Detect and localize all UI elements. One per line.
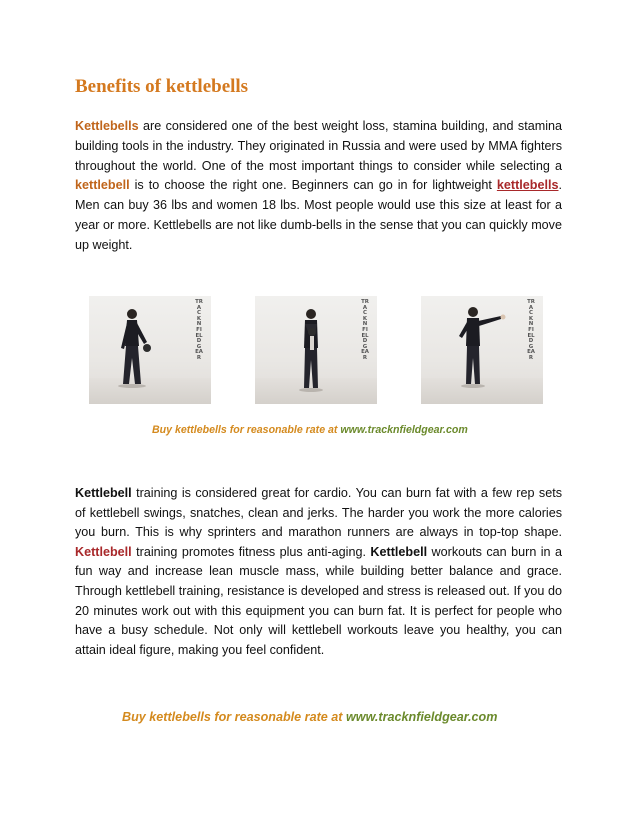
paragraph-text: training is considered great for cardio. You can burn fat with a few rep sets of kettlebell swings, snatches, clean and jerks. The harder you work the more calories you burn. This is why sprinters and marathon runners are always in top-top shape. xyxy=(75,486,562,540)
keyword-kettlebell: Kettlebell xyxy=(75,486,132,500)
page-title: Benefits of kettlebells xyxy=(75,76,249,97)
keyword-kettlebell: Kettlebell xyxy=(370,544,428,559)
watermark-text: TRACKNFIELDGEAR xyxy=(527,299,535,361)
watermark-text: TRACKNFIELDGEAR xyxy=(361,299,369,361)
caption-text: Buy kettlebells for reasonable rate at xyxy=(152,424,341,436)
exercise-photo-hold xyxy=(255,296,377,404)
watermark-text: TRACKNFIELDGEAR xyxy=(195,299,203,361)
buy-caption xyxy=(152,424,468,436)
person-figure-icon xyxy=(89,296,211,404)
paragraph-text: is to choose the right one. Beginners can go in for lightweight xyxy=(129,178,497,193)
keyword-kettlebell: Kettlebell xyxy=(75,544,132,559)
person-figure-icon xyxy=(255,296,377,404)
paragraph-text: workouts can burn in a fun way and increase lean muscle mass, while building better balance and grace. Through kettlebell training, resistance is developed and stress is released out. If you do 20 minutes work out with this equipment you can burn fat. It is perfect for people who have a busy schedule. Not only will kettlebell workouts leave you healthy, you can attain ideal figure, making you feel confident. xyxy=(75,544,562,657)
keyword-kettlebell: kettlebell xyxy=(75,178,130,193)
caption-text: Buy kettlebells for reasonable rate at xyxy=(122,710,346,724)
kettlebells-link[interactable]: kettlebells xyxy=(496,178,559,193)
person-figure-icon xyxy=(421,296,543,404)
keyword-kettlebells: Kettlebells xyxy=(75,119,139,133)
store-link[interactable]: www.tracknfieldgear.com xyxy=(345,710,498,724)
buy-caption xyxy=(122,710,497,724)
exercise-photo-swing xyxy=(89,296,211,404)
paragraph-text: . Men can buy 36 lbs and women 18 lbs. Most people would use this size at least for a year or more. Kettlebells are not like dumb-bells in the sense that you can quickly move up weight. xyxy=(75,178,562,252)
training-paragraph xyxy=(75,484,562,660)
paragraph-text: training promotes fitness plus anti-aging. xyxy=(131,544,371,559)
paragraph-text: are considered one of the best weight loss, stamina building, and stamina building tools in the industry. They originated in Russia and were used by MMA fighters throughout the world. One of the most important things to consider while selecting a xyxy=(75,119,562,173)
exercise-photo-reach xyxy=(421,296,543,404)
intro-paragraph xyxy=(75,117,562,256)
store-link[interactable]: www.tracknfieldgear.com xyxy=(340,424,468,436)
